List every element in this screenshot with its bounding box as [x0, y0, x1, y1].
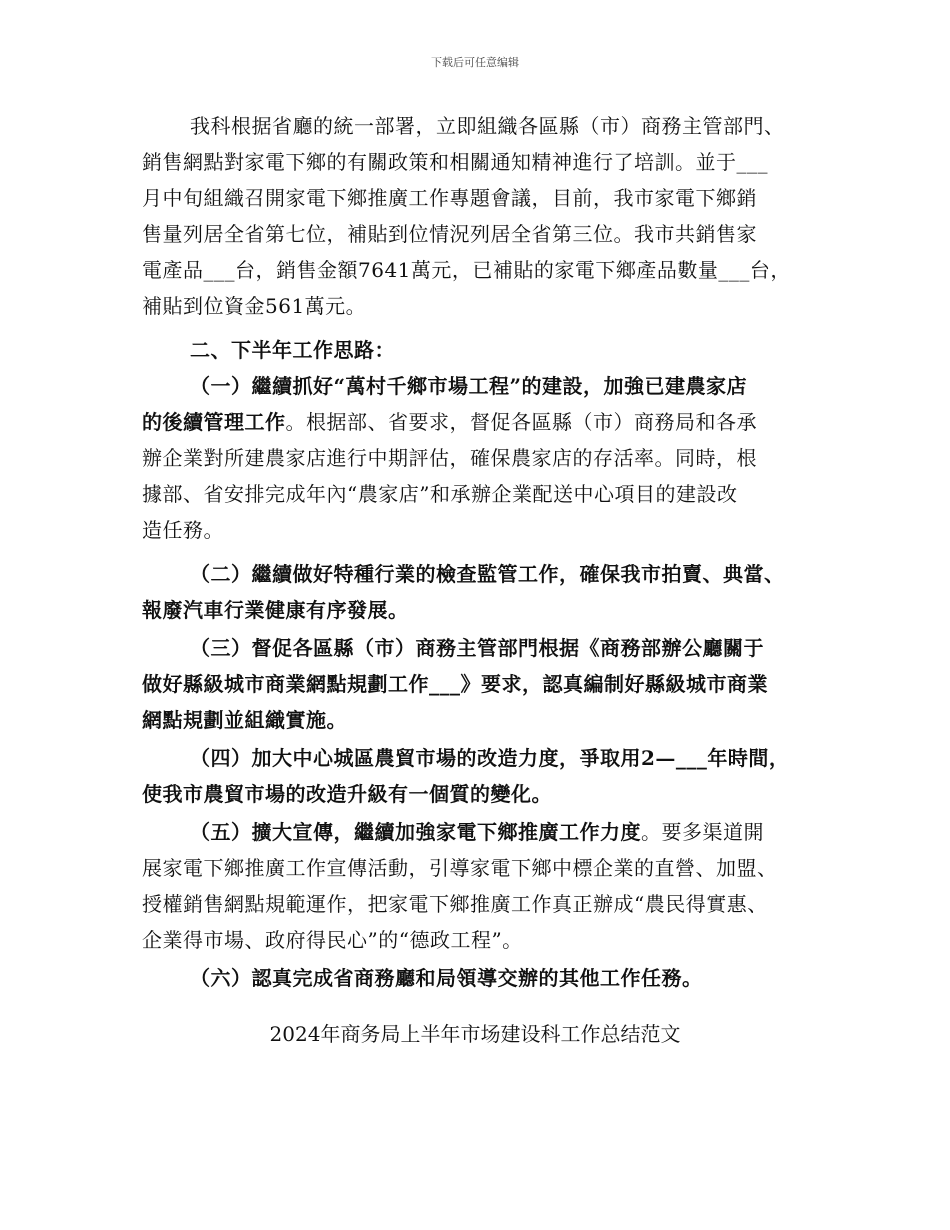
paragraph-line: 辦企業對所建農家店進行中期評估，確保農家店的存活率。同時，根	[142, 446, 757, 470]
item-heading-tail: 的後續管理工作	[142, 410, 286, 434]
paragraph-line: 造任務。	[142, 518, 224, 542]
paragraph-line: 授權銷售網點規範運作，把家電下鄉推廣工作真正辦成“農民得實惠、	[142, 892, 768, 916]
paragraph-line: 電產品___台，銷售金額7641萬元，已補貼的家電下鄉產品數量___台，	[142, 258, 791, 282]
paragraph-line: 企業得市場、政府得民心”的“德政工程”。	[142, 928, 523, 952]
item-body: 。要多渠道開	[641, 820, 764, 844]
document-title: 2024年商务局上半年市场建设科工作总结范文	[269, 1022, 681, 1046]
item-heading: 網點規劃並組織實施。	[142, 708, 347, 732]
item-body: 。根据部、省要求，督促各區縣（市）商務局和各承	[285, 410, 757, 434]
paragraph-line	[190, 820, 764, 844]
paragraph-line: 展家電下鄉推廣工作宣傳活動，引導家電下鄉中標企業的直營、加盟、	[142, 856, 778, 880]
item-heading: （五）擴大宣傳，繼續加強家電下鄉推廣工作力度	[190, 820, 641, 844]
item-heading: （二）繼續做好特種行業的檢查監管工作，確保我市拍賣、典當、	[190, 562, 785, 586]
item-heading: （一）繼續抓好“萬村千鄉市場工程”的建設，加強已建農家店	[190, 374, 748, 398]
paragraph-line: 據部、省安排完成年內“農家店”和承辦企業配送中心項目的建設改	[142, 482, 738, 506]
item-heading: 報廢汽車行業健康有序發展。	[142, 598, 409, 622]
paragraph-line: 月中旬組織召開家電下鄉推廣工作專題會議，目前，我市家電下鄉銷	[142, 186, 757, 210]
item-heading: 做好縣級城市商業網點規劃工作___》要求，認真編制好縣級城市商業	[142, 672, 768, 696]
paragraph-line: 銷售網點對家電下鄉的有關政策和相關通知精神進行了培訓。並于___	[142, 150, 768, 174]
page-header: 下载后可任意编辑	[431, 56, 519, 69]
item-heading: （四）加大中心城區農貿市場的改造力度，爭取用2—___年時間，	[190, 746, 790, 770]
paragraph-line	[142, 410, 757, 434]
item-heading: （六）認真完成省商務廳和局領導交辦的其他工作任務。	[190, 966, 703, 990]
paragraph-line: 售量列居全省第七位，補貼到位情況列居全省第三位。我市共銷售家	[142, 222, 757, 246]
item-heading: 使我市農貿市場的改造升級有一個質的變化。	[142, 782, 552, 806]
paragraph-line: 我科根据省廳的統一部署，立即組織各區縣（市）商務主管部門、	[190, 114, 785, 138]
section-heading: 二、下半年工作思路：	[190, 338, 395, 362]
item-heading: （三）督促各區縣（市）商務主管部門根据《商務部辦公廳關于	[190, 636, 764, 660]
paragraph-line: 補貼到位資金561萬元。	[142, 294, 367, 318]
